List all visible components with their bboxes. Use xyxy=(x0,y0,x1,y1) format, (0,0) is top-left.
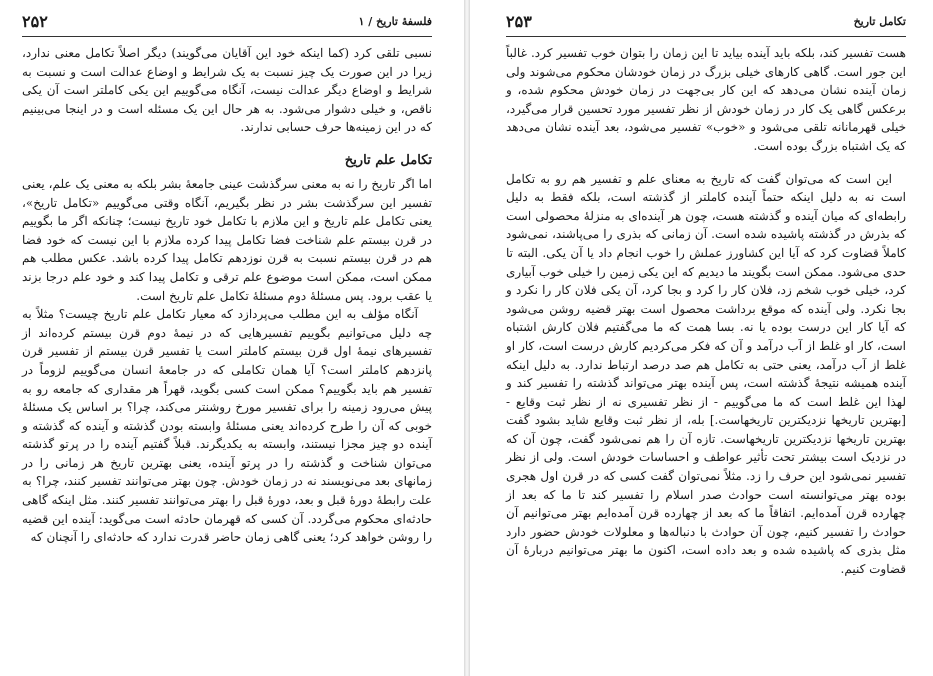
left-paragraph-2: اما اگر تاریخ را نه به معنی سرگذشت عینی جامعهٔ بشر بلکه به معنی یک علم، یعنی تفسیر این سرگذشت بشر در نظر بگیریم، آنگاه وقتی می‌گوییم «تکامل تاریخ»، یعنی تکامل علم تاریخ و این ملازم با تکامل خود تاریخ نیست؛ چنانکه اگر ما بگوییم در قرن بیستم علم شناخت فضا تکامل پیدا کرده ملازم با این نیست که خود فضا هم در قرن بیستم نسبت به قرن نوزدهم تکامل پیدا کرده باشد. عکس مطلب هم ممکن است، ممکن است موضوع علم ترقی و تکامل پیدا کند و خود علم درجا بزند یا عقب برود. پس مسئلهٔ دوم مسئلهٔ تکامل علم تاریخ است. xyxy=(22,176,432,303)
section-heading: تکامل علم تاریخ xyxy=(344,152,432,168)
right-header-title: تکامل تاریخ xyxy=(853,15,906,28)
right-paragraph-1: هست تفسیر کند، بلکه باید آینده بیاید تا این زمان را بتوان خوب تفسیر کرد. غالباً این جور است. گاهی کارهای خیلی بزرگ در زمان خودشان محکوم می‌شوند ولی زمان آینده نشان می‌دهد که این کار بی‌جهت در زمان خودش محکوم شده، و برعکس گاهی یک کار در زمان خودش از نظر تفسیر مورد تحسین قرار می‌گیرد، خیلی قهرمانانه تلقی می‌شود و «خوب» تفسیر می‌شود، بعد آینده نشان می‌دهد که یک اشتباه بزرگ بوده است. xyxy=(506,46,906,153)
left-header-title: فلسفهٔ تاریخ / ۱ xyxy=(358,15,432,28)
left-intro-paragraph: نسبی تلقی کرد (کما اینکه خود این آقایان می‌گویند) دیگر اصلاً تکامل معنی ندارد، زیرا در این صورت یک چیز نسبت به یک شرایط و اوضاع عدالت است و نسبت به شرایط و اوضاع دیگر عدالت نیست، آنگاه می‌گوییم این یکی کاملتر است آن یکی ناقص، و خیلی دشوار می‌شود. به هر حال این یک مسئله است و در اینجا می‌بینیم که در این زمینه‌ها حرف حسابی ندارند. xyxy=(22,46,432,135)
left-page xyxy=(0,0,464,676)
right-page-number: ۲۵۳ xyxy=(506,12,532,31)
right-page-header xyxy=(506,12,906,34)
right-paragraph-2: این است که می‌توان گفت که تاریخ به معنای علم و تفسیر هم رو به تکامل است نه به دلیل اینکه حتماً آینده کاملتر از گذشته است، بلکه فقط به دلیل رابطه‌ای که میان آینده و گذشته هست، چون هر آینده‌ای به منزلهٔ محصولی است که بذرش در گذشته پاشیده شده است. آن زمانی که بذری را می‌پاشند، نمی‌شود کاملاً قضاوت کرد که آیا این کشاورز عملش را خوب انجام داد یا آن یکی. البته تا حدی می‌شود. ممکن است بگویند ما دیدیم که این یکی زمین را خیلی خوب آبیاری کرد، خیلی خوب شخم زد، فلان کار را کرد و بجا کرد، آن یکی فلان کار را نکرد و بجا نکرد. ولی آینده که موقع برداشت محصول است بهتر قضیه روشن می‌شود که آیا کار این درست بوده یا نه. بسا همت که ما می‌گفتیم فلان کارش اشتباه است، کار او غلط از آب درآمد و آن که فکر می‌کردیم کارش درست است، کار او غلط از آب درآمد، یعنی حتی به تکامل هم صد درصد ارتباط ندارد. به دلیل اینکه آینده همیشه نتیجهٔ گذشته است، پس آینده بهتر می‌تواند گذشته را تفسیر کند و لهذا این غلط است که ما می‌گوییم - از نظر تفسیری نه از نظر ثبت وقایع - [بهترین تاریخها نزدیکترین تاریخهاست.] بله، از نظر ثبت وقایع شاید بشود گفت بهترین تاریخها نزدیکترین تاریخهاست. تازه آن را هم نمی‌شود گفت، چون آن که در نزدیک است بیشتر تحت تأثیر عواطف و احساسات خودش است. ولی از نظر تفسیر نمی‌شود این حرف را زد. مثلاً نمی‌توان گفت کسی که در قرن اول هجری بوده بهتر می‌توانسته است حوادث صدر اسلام را تفسیر کند تا ما که بعد از چهارده قرن آمده‌ایم. اتفاقاً ما که بعد از چهارده قرن آمده‌ایم بهتر می‌توانیم آن حوادث را تفسیر کنیم، چون آن حوادث با دنباله‌ها و معلولات خودش حضور دارد مثل بذری که پاشیده شده و بعد داده است، اکنون ما بهتر می‌توانیم دربارهٔ آن قضاوت کنیم. xyxy=(506,171,906,577)
left-page-number: ۲۵۲ xyxy=(22,12,48,31)
right-header-rule xyxy=(506,36,906,37)
left-page-header xyxy=(22,12,432,34)
left-paragraph-3: آنگاه مؤلف به این مطلب می‌پردازد که معیار تکامل علم تاریخ چیست؟ مثلاً به چه دلیل می‌توانیم بگوییم تفسیرهایی که در نیمهٔ دوم قرن بیستم کرده‌اند از تفسیرهای نیمهٔ اول قرن بیستم کاملتر است یا تفسیر قرن بیستم از تفسیر قرن پانزدهم کاملتر است؟ آیا همان تکاملی که در جامعهٔ انسان می‌گوییم لزوماً در تفسیر هم باید بگوییم؟ ممکن است کسی بگوید، قهراً هر مقداری که جامعه رو به پیش می‌رود زمینه را برای تفسیر مورخ روشنتر می‌کند، چرا؟ بر اساس یک مسئلهٔ خوبی که آن را طرح کرده‌اند یعنی مسئلهٔ وابسته بودن گذشته و آینده که گذشته و آینده دو چیز مجزا نیستند، وابسته به یکدیگرند. قبلاً گفتیم آینده را در پرتو گذشته می‌توان شناخت و گذشته را در پرتو آینده، یعنی بهترین تاریخ هر زمانی را در زمانهای بعد می‌نویسند نه در زمان خودش. چون بهتر می‌توانند تفسیر کنند، چرا؟ به علت رابطهٔ دورهٔ قبل و بعد، دورهٔ قبل را بهتر می‌توانند تفسیر کنند. مثل اینکه گاهی حادثه‌ای محکوم می‌گردد. آن کسی که قهرمان حادثه است می‌گوید: آینده این قضیه را روشن خواهد کرد؛ یعنی گاهی زمان حاضر قدرت ندارد که حادثه‌ای را آنچنان که xyxy=(22,307,432,545)
left-page-body xyxy=(22,44,432,547)
right-page xyxy=(470,0,933,676)
paragraph-gap xyxy=(506,156,906,170)
right-page-body xyxy=(506,44,906,579)
left-header-rule xyxy=(22,36,432,37)
